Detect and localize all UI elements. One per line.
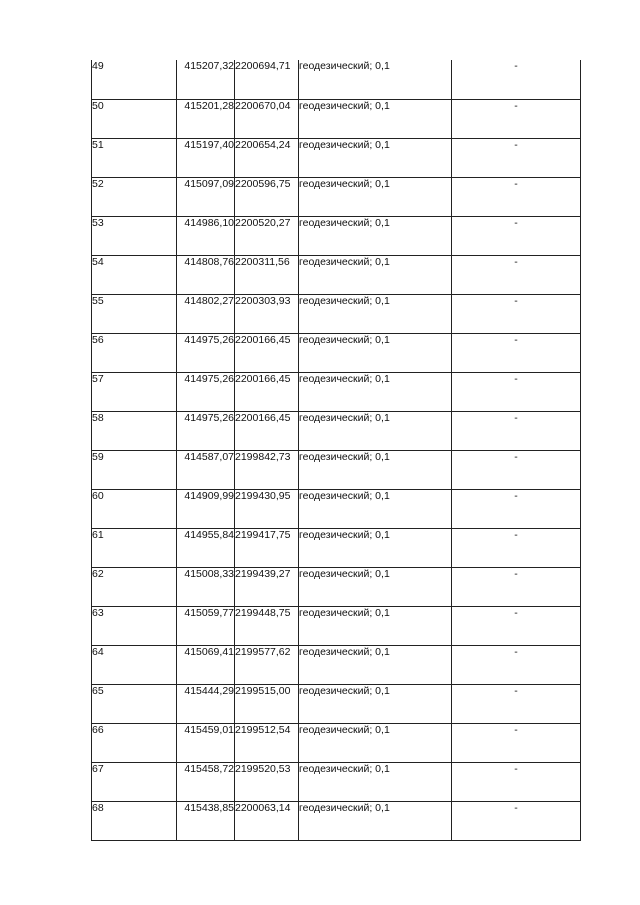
method-accuracy-cell: геодезический; 0,1 — [299, 645, 452, 684]
method-accuracy-cell: геодезический; 0,1 — [299, 372, 452, 411]
point-number-cell: 53 — [92, 216, 177, 255]
x-coordinate-cell: 415197,40 — [177, 138, 235, 177]
x-coordinate-cell: 414808,76 — [177, 255, 235, 294]
point-number-cell: 61 — [92, 528, 177, 567]
point-number-cell: 56 — [92, 333, 177, 372]
method-accuracy-cell: геодезический; 0,1 — [299, 255, 452, 294]
description-cell: - — [452, 684, 581, 723]
table-row — [92, 450, 581, 489]
table-row — [92, 216, 581, 255]
description-cell: - — [452, 411, 581, 450]
method-accuracy-cell: геодезический; 0,1 — [299, 99, 452, 138]
method-accuracy-cell: геодезический; 0,1 — [299, 411, 452, 450]
point-number-cell: 54 — [92, 255, 177, 294]
description-cell: - — [452, 762, 581, 801]
x-coordinate-cell: 415438,85 — [177, 801, 235, 840]
description-cell: - — [452, 645, 581, 684]
table-row — [92, 645, 581, 684]
coordinates-table-body — [92, 60, 581, 840]
x-coordinate-cell: 415459,01 — [177, 723, 235, 762]
x-coordinate-cell: 415008,33 — [177, 567, 235, 606]
method-accuracy-cell: геодезический; 0,1 — [299, 177, 452, 216]
description-cell: - — [452, 489, 581, 528]
description-cell: - — [452, 528, 581, 567]
point-number-cell: 65 — [92, 684, 177, 723]
table-row — [92, 606, 581, 645]
y-coordinate-cell: 2200596,75 — [235, 177, 299, 216]
description-cell: - — [452, 177, 581, 216]
y-coordinate-cell: 2199417,75 — [235, 528, 299, 567]
method-accuracy-cell: геодезический; 0,1 — [299, 606, 452, 645]
y-coordinate-cell: 2200166,45 — [235, 411, 299, 450]
point-number-cell: 66 — [92, 723, 177, 762]
x-coordinate-cell: 414986,10 — [177, 216, 235, 255]
table-row — [92, 60, 581, 99]
method-accuracy-cell: геодезический; 0,1 — [299, 216, 452, 255]
x-coordinate-cell: 415069,41 — [177, 645, 235, 684]
point-number-cell: 51 — [92, 138, 177, 177]
y-coordinate-cell: 2199520,53 — [235, 762, 299, 801]
description-cell: - — [452, 99, 581, 138]
y-coordinate-cell: 2200311,56 — [235, 255, 299, 294]
description-cell: - — [452, 606, 581, 645]
x-coordinate-cell: 415201,28 — [177, 99, 235, 138]
y-coordinate-cell: 2199512,54 — [235, 723, 299, 762]
point-number-cell: 59 — [92, 450, 177, 489]
point-number-cell: 60 — [92, 489, 177, 528]
x-coordinate-cell: 414975,26 — [177, 372, 235, 411]
method-accuracy-cell: геодезический; 0,1 — [299, 489, 452, 528]
method-accuracy-cell: геодезический; 0,1 — [299, 762, 452, 801]
table-row — [92, 567, 581, 606]
coordinates-table — [91, 60, 581, 841]
x-coordinate-cell: 414802,27 — [177, 294, 235, 333]
description-cell: - — [452, 216, 581, 255]
description-cell: - — [452, 567, 581, 606]
y-coordinate-cell: 2199430,95 — [235, 489, 299, 528]
method-accuracy-cell: геодезический; 0,1 — [299, 60, 452, 99]
point-number-cell: 55 — [92, 294, 177, 333]
y-coordinate-cell: 2200670,04 — [235, 99, 299, 138]
method-accuracy-cell: геодезический; 0,1 — [299, 138, 452, 177]
description-cell: - — [452, 294, 581, 333]
method-accuracy-cell: геодезический; 0,1 — [299, 450, 452, 489]
table-row — [92, 138, 581, 177]
description-cell: - — [452, 801, 581, 840]
y-coordinate-cell: 2199577,62 — [235, 645, 299, 684]
point-number-cell: 58 — [92, 411, 177, 450]
point-number-cell: 63 — [92, 606, 177, 645]
point-number-cell: 49 — [92, 60, 177, 99]
point-number-cell: 64 — [92, 645, 177, 684]
description-cell: - — [452, 255, 581, 294]
x-coordinate-cell: 415207,32 — [177, 60, 235, 99]
point-number-cell: 67 — [92, 762, 177, 801]
y-coordinate-cell: 2199515,00 — [235, 684, 299, 723]
x-coordinate-cell: 414587,07 — [177, 450, 235, 489]
table-row — [92, 255, 581, 294]
method-accuracy-cell: геодезический; 0,1 — [299, 567, 452, 606]
y-coordinate-cell: 2200654,24 — [235, 138, 299, 177]
y-coordinate-cell: 2200694,71 — [235, 60, 299, 99]
table-row — [92, 372, 581, 411]
y-coordinate-cell: 2200166,45 — [235, 372, 299, 411]
table-row — [92, 723, 581, 762]
table-row — [92, 762, 581, 801]
y-coordinate-cell: 2200303,93 — [235, 294, 299, 333]
x-coordinate-cell: 415097,09 — [177, 177, 235, 216]
table-row — [92, 528, 581, 567]
y-coordinate-cell: 2199448,75 — [235, 606, 299, 645]
x-coordinate-cell: 415458,72 — [177, 762, 235, 801]
method-accuracy-cell: геодезический; 0,1 — [299, 801, 452, 840]
x-coordinate-cell: 415059,77 — [177, 606, 235, 645]
y-coordinate-cell: 2200166,45 — [235, 333, 299, 372]
table-row — [92, 489, 581, 528]
method-accuracy-cell: геодезический; 0,1 — [299, 294, 452, 333]
x-coordinate-cell: 414909,99 — [177, 489, 235, 528]
description-cell: - — [452, 138, 581, 177]
description-cell: - — [452, 723, 581, 762]
x-coordinate-cell: 414975,26 — [177, 411, 235, 450]
x-coordinate-cell: 414955,84 — [177, 528, 235, 567]
table-row — [92, 333, 581, 372]
table-row — [92, 99, 581, 138]
table-row — [92, 684, 581, 723]
point-number-cell: 57 — [92, 372, 177, 411]
coordinates-table-container — [91, 60, 580, 841]
method-accuracy-cell: геодезический; 0,1 — [299, 528, 452, 567]
x-coordinate-cell: 415444,29 — [177, 684, 235, 723]
y-coordinate-cell: 2199439,27 — [235, 567, 299, 606]
description-cell: - — [452, 372, 581, 411]
description-cell: - — [452, 60, 581, 99]
method-accuracy-cell: геодезический; 0,1 — [299, 723, 452, 762]
table-row — [92, 294, 581, 333]
y-coordinate-cell: 2199842,73 — [235, 450, 299, 489]
description-cell: - — [452, 333, 581, 372]
method-accuracy-cell: геодезический; 0,1 — [299, 684, 452, 723]
method-accuracy-cell: геодезический; 0,1 — [299, 333, 452, 372]
point-number-cell: 52 — [92, 177, 177, 216]
y-coordinate-cell: 2200063,14 — [235, 801, 299, 840]
point-number-cell: 68 — [92, 801, 177, 840]
table-row — [92, 801, 581, 840]
table-row — [92, 177, 581, 216]
description-cell: - — [452, 450, 581, 489]
x-coordinate-cell: 414975,26 — [177, 333, 235, 372]
point-number-cell: 62 — [92, 567, 177, 606]
point-number-cell: 50 — [92, 99, 177, 138]
table-row — [92, 411, 581, 450]
y-coordinate-cell: 2200520,27 — [235, 216, 299, 255]
